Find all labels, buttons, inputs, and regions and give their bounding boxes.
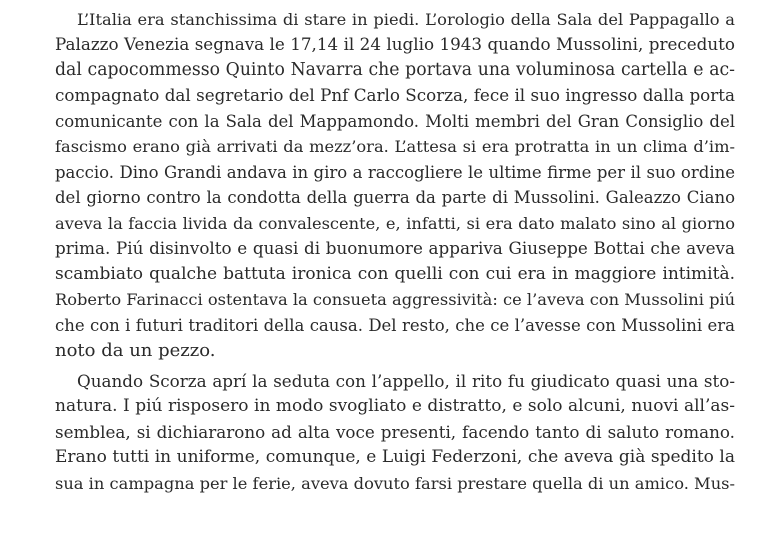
- text-line: del giorno contro la condotta della guerra da parte di Mussolini. Galeazzo Ciano: [55, 188, 735, 207]
- paragraph-2: [55, 369, 735, 497]
- text-line: sua in campagna per le ferie, aveva dovuto farsi prestare quella di un amico. Mus-: [55, 473, 735, 493]
- text-line: noto da un pezzo.: [55, 340, 216, 361]
- text-line: Quando Scorza aprí la seduta con l’appello, il rito fu giudicato quasi una sto-: [77, 370, 735, 391]
- paragraph-1: [55, 0, 735, 364]
- text-line: Palazzo Venezia segnava le 17,14 il 24 luglio 1943 quando Mussolini, preceduto: [55, 34, 735, 54]
- text-line: scambiato qualche battuta ironica con quelli con cui era in maggiore intimità.: [55, 263, 735, 284]
- text-line: Roberto Farinacci ostentava la consueta aggressività: ce l’aveva con Mussolini piú: [55, 290, 736, 309]
- body-text: [55, 0, 735, 496]
- text-line: compagnato dal segretario del Pnf Carlo Scorza, fece il suo ingresso dalla porta: [55, 85, 735, 105]
- text-line: paccio. Dino Grandi andava in giro a raccogliere le ultime firme per il suo ordine: [55, 162, 735, 182]
- text-line: prima. Piú disinvolto e quasi di buonumore appariva Giuseppe Bottai che aveva: [55, 238, 735, 258]
- text-line: aveva la faccia livida da convalescente, e, infatti, si era dato malato sino al giorno: [55, 213, 735, 233]
- text-line: fascismo erano già arrivati da mezz’ora. L’attesa si era protratta in un clima d’im-: [55, 137, 735, 156]
- text-line: natura. I piú risposero in modo svogliato e distratto, e solo alcuni, nuovi all’as-: [55, 396, 735, 416]
- text-line: comunicante con la Sala del Mappamondo. Molti membri del Gran Consiglio del: [55, 111, 735, 131]
- text-line: L’Italia era stanchissima di stare in piedi. L’orologio della Sala del Pappagallo a: [77, 9, 735, 29]
- text-line: semblea, si dichiararono ad alta voce presenti, facendo tanto di saluto romano.: [55, 421, 735, 442]
- text-line: che con i futuri traditori della causa. Del resto, che ce l’avesse con Mussolini era: [55, 315, 735, 335]
- text-line: dal capocommesso Quinto Navarra che portava una voluminosa cartella e ac-: [55, 59, 735, 80]
- text-line: Erano tutti in uniforme, comunque, e Luigi Federzoni, che aveva già spedito la: [55, 447, 735, 467]
